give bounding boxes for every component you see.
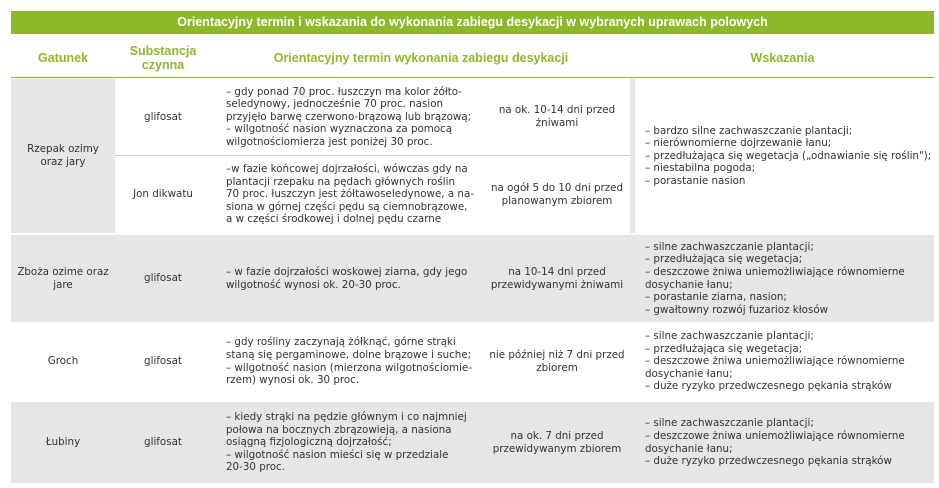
cell-gatunek-zboza: Zboża ozime oraz jare — [17, 265, 109, 291]
header-divider — [11, 77, 934, 78]
cell-opis-lubiny: – kiedy strąki na pędzie głównym i co najmniej połowa na bocznych zbrązowieją, a nasiona osiągną fizjologiczną dojrzałość; – wilgotność nasion mieści się w przedziale 20-30 proc. — [226, 411, 467, 474]
cell-substancja-zboza: glifosat — [144, 272, 182, 285]
cell-termin-rzepak-1: na ok. 10-14 dni przed żniwami — [498, 104, 616, 129]
cell-wskazania-lubiny: – silne zachwaszczanie plantacji; – deszczowe żniwa uniemożliwiające równomierne dosychanie łanu; – duże ryzyko przedwczesnego pękania strąków — [645, 417, 905, 468]
cell-opis-rzepak-1: – gdy ponad 70 proc. łuszczyn ma kolor żółto- seledynowy, jednocześnie 70 proc. nasion przyjęło barwę czerwono-brązową lub brązową; – wilgotność nasion wyznaczona za pomocą wilgotnościomierza jest poniżej 30 proc. — [226, 85, 472, 148]
cell-substancja-groch: glifosat — [144, 355, 182, 368]
cell-gatunek-groch: Groch — [47, 355, 79, 368]
cell-termin-groch: nie później niż 7 dni przed zbiorem — [489, 348, 625, 374]
cell-termin-zboza: na 10-14 dni przed przewidywanymi żniwami — [490, 265, 624, 291]
header-termin: Orientacyjny termin wykonania zabiegu desykacji — [273, 51, 569, 65]
cell-wskazania-groch: – silne zachwaszczanie plantacji; – przedłużająca się wegetacja; – deszczowe żniwa uniemożliwiające równomierne dosychanie łanu; – duże ryzyko przedwczesnego pękania strąków — [645, 330, 905, 393]
cell-wskazania-rzepak: – bardzo silne zachwaszczanie plantacji; – nierównomierne dojrzewanie łanu; – przedłużająca się wegetacja („odnawianie się roślin"); – niestabilna pogoda; – porastanie nasion — [645, 124, 932, 187]
cell-opis-zboza: – w fazie dojrzałości woskowej ziarna, gdy jego wilgotność wynosi ok. 20-30 proc. — [226, 265, 468, 291]
cell-substancja-lubiny: glifosat — [144, 436, 182, 449]
cell-gatunek-rzepak: Rzepak ozimy oraz jary — [27, 143, 99, 168]
cell-wskazania-zboza: – silne zachwaszczanie plantacji; – przedłużająca się wegetacja; – deszczowe żniwa uniemożliwiające równomierne dosychanie łanu; – porastanie ziarna, nasion; – gwałtowny rozwój fuzarioz kłosów — [645, 240, 905, 316]
cell-substancja-rzepak-2: Jon dikwatu — [133, 188, 193, 201]
cell-opis-rzepak-2: –w fazie końcowej dojrzałości, wówczas gdy na plantacji rzepaku na pędach głównych roślin 70 proc. łuszczyn jest żółtawoseledynowe, a na- siona w górnej części pędu są ciemnobrązowe, a w części środkowej i dolnej pędu czarne — [226, 163, 474, 226]
header-gatunek: Gatunek — [37, 51, 88, 65]
cell-substancja-rzepak-1: glifosat — [144, 110, 182, 123]
header-substancja: Substancja czynna — [129, 44, 197, 72]
cell-gatunek-lubiny: Łubiny — [45, 436, 81, 449]
cell-termin-rzepak-2: na ogół 5 do 10 dni przed planowanym zbiorem — [491, 181, 623, 207]
cell-opis-groch: – gdy rośliny zaczynają żółknąć, górne strąki staną się pergaminowe, dolne brązowe i suche; – wilgotność nasion (mierzona wilgotnościomie- rzem) wynosi ok. 30 proc. — [226, 336, 472, 387]
cell-termin-lubiny: na ok. 7 dni przed przewidywanym zbiorem — [492, 429, 622, 455]
header-wskazania: Wskazania — [750, 51, 815, 65]
table-title: Orientacyjny termin i wskazania do wykonania zabiegu desykacji w wybranych uprawach polowych — [11, 11, 934, 34]
